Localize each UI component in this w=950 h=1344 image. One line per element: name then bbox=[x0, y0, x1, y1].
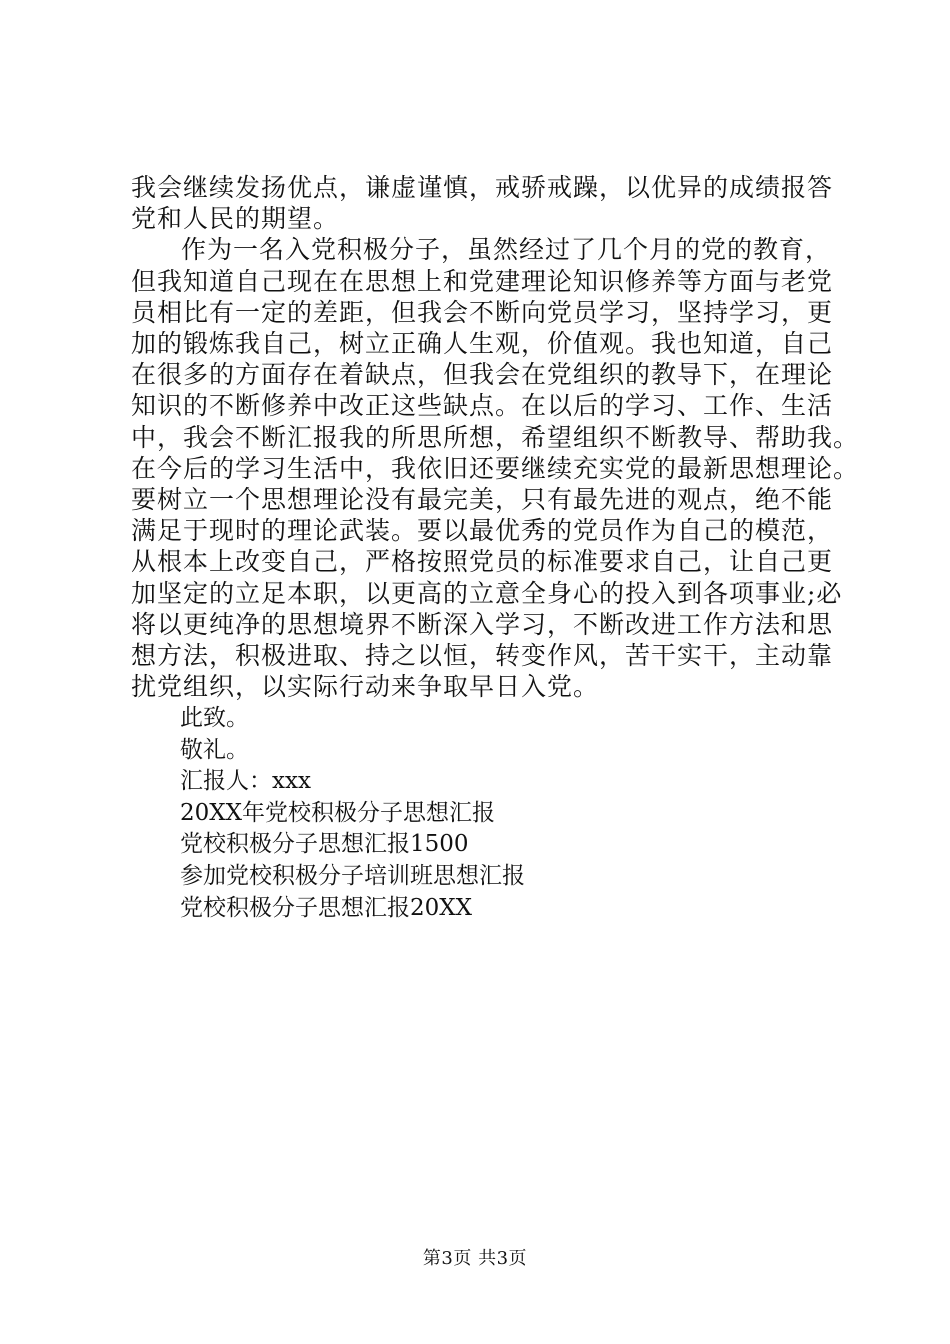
text-line: 知识的不断修养中改正这些缺点。在以后的学习、工作、生活 bbox=[131, 391, 834, 421]
reporter-signature: 汇报人：xxx bbox=[180, 768, 311, 795]
text-line: 从根本上改变自己，严格按照党员的标准要求自己，让自己更 bbox=[131, 547, 834, 577]
related-title: 20XX年党校积极分子思想汇报 bbox=[180, 799, 496, 826]
text-line: 我会继续发扬优点，谦虚谨慎，戒骄戒躁，以优异的成绩报答 bbox=[131, 173, 834, 202]
text-line: 但我知道自己现在在思想上和党建理论知识修养等方面与老党 bbox=[131, 266, 834, 296]
related-title: 党校积极分子思想汇报20XX bbox=[180, 894, 473, 921]
page-number-footer: 第3页 共3页 bbox=[422, 1248, 528, 1269]
text-line: 加坚定的立足本职，以更高的立意全身心的投入到各项事业;必 bbox=[131, 578, 843, 608]
body-text bbox=[131, 172, 860, 702]
text-line: 党和人民的期望。 bbox=[131, 204, 340, 234]
text-line: 作为一名入党积极分子，虽然经过了几个月的党的教育， bbox=[181, 235, 832, 265]
regards: 敬礼。 bbox=[180, 736, 249, 763]
text-line: 员相比有一定的差距，但我会不断向党员学习，坚持学习，更 bbox=[131, 297, 834, 327]
text-line: 想方法，积极进取、持之以恒，转变作风，苦干实干，主动靠 bbox=[131, 641, 834, 671]
text-line: 扰党组织，以实际行动来争取早日入党。 bbox=[131, 672, 600, 702]
salutation: 此致。 bbox=[180, 705, 249, 731]
text-line: 要树立一个思想理论没有最完美，只有最先进的观点，绝不能 bbox=[131, 485, 834, 515]
related-title: 党校积极分子思想汇报1500 bbox=[180, 831, 469, 858]
text-line: 将以更纯净的思想境界不断深入学习，不断改进工作方法和思 bbox=[131, 609, 834, 639]
text-line: 满足于现时的理论武装。要以最优秀的党员作为自己的模范， bbox=[131, 516, 834, 546]
text-line: 中，我会不断汇报我的所思所想，希望组织不断教导、帮助我。 bbox=[131, 422, 860, 452]
text-line: 在今后的学习生活中，我依旧还要继续充实党的最新思想理论。 bbox=[131, 453, 860, 483]
text-line: 在很多的方面存在着缺点，但我会在党组织的教导下，在理论 bbox=[131, 360, 834, 390]
text-line: 加的锻炼我自己，树立正确人生观，价值观。我也知道，自己 bbox=[131, 329, 834, 359]
closing-block bbox=[180, 703, 525, 924]
related-title: 参加党校积极分子培训班思想汇报 bbox=[180, 862, 525, 889]
